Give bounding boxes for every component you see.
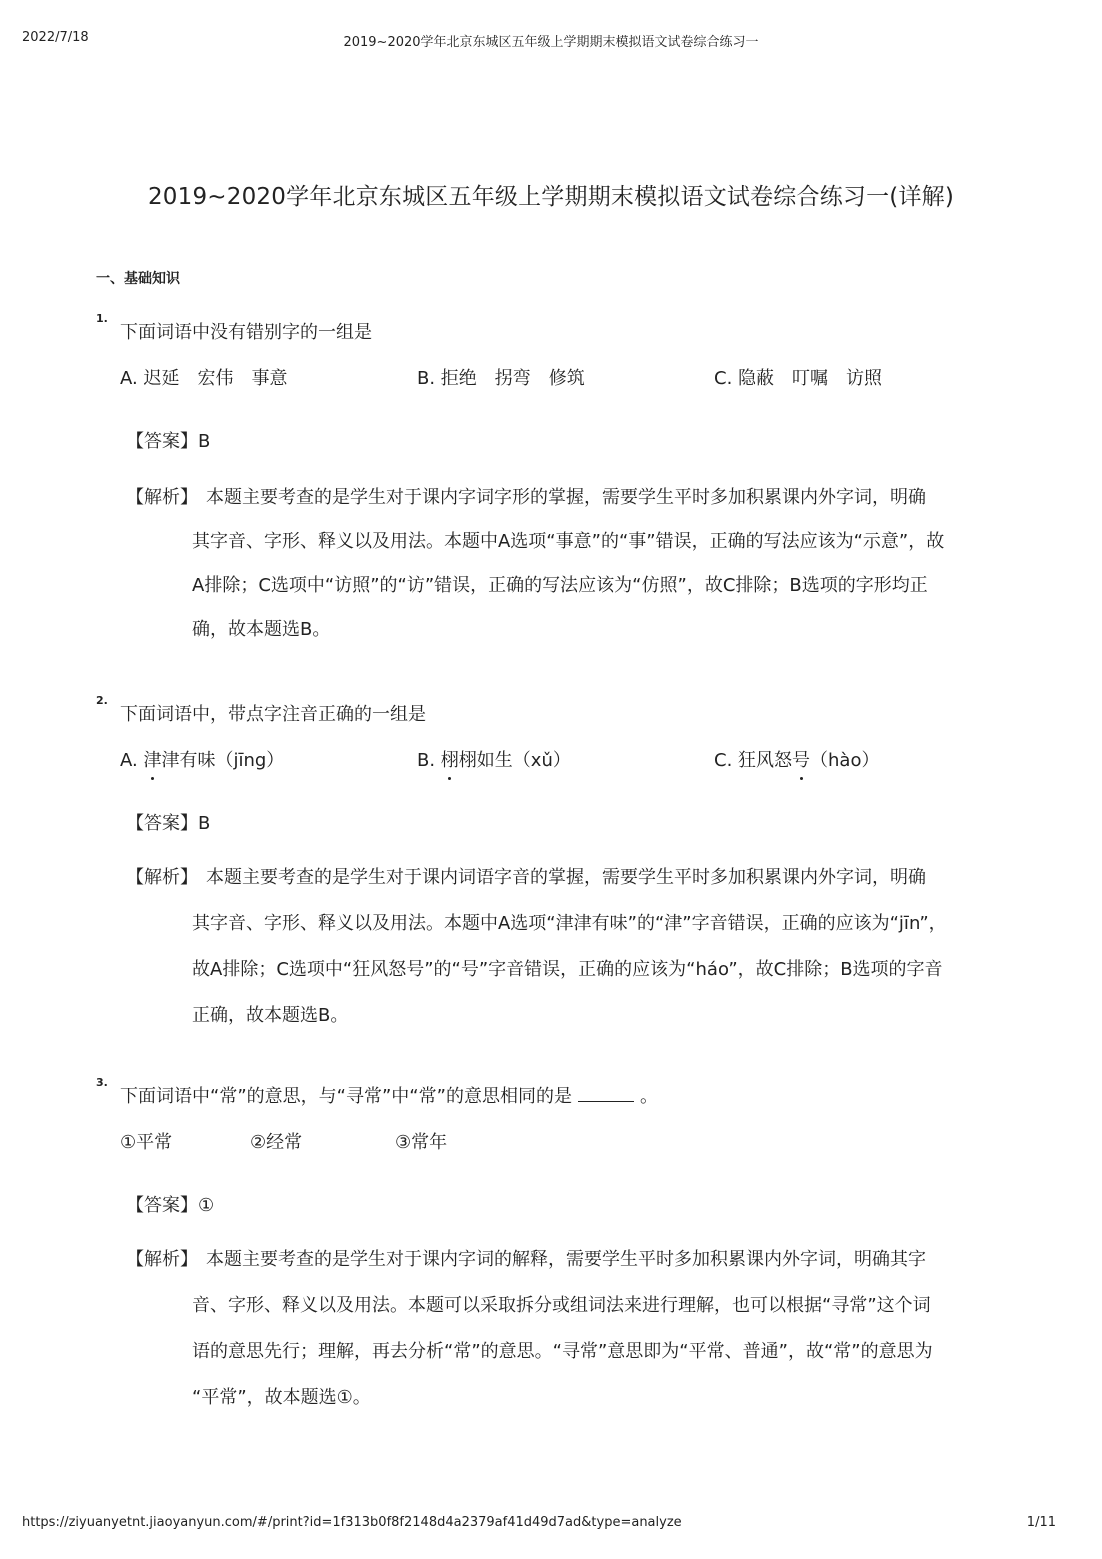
option-c [714,746,879,772]
analysis-line: 其字音、字形、释义以及用法。本题中A选项“津津有味”的“津”字音错误，正确的应该为“jīn”， [192,913,947,934]
analysis-line: 其字音、字形、释义以及用法。本题中A选项“事意”的“事”错误，正确的写法应该为“示意”，故 [192,531,945,552]
page-number: 1/11 [1026,1515,1056,1530]
question-number: 1. [96,312,108,325]
question-number: 2. [96,694,108,707]
stem-end: 。 [639,1086,658,1107]
analysis-line: 语的意思先行；理解，再去分析“常”的意思。“寻常”意思即为“平常、普通”，故“常”的意思为 [192,1341,933,1362]
question-stem: 下面词语中没有错别字的一组是 [120,322,372,343]
analysis-line: 正确，故本题选B。 [192,1005,349,1026]
answer-label: 【答案】 [126,813,198,834]
analysis-line: 本题主要考查的是学生对于课内字词字形的掌握，需要学生平时多加积累课内外字词，明确 [206,487,926,508]
print-header-title: 2019~2020学年北京东城区五年级上学期期末模拟语文试卷综合练习一 [343,35,759,50]
analysis-line: 故A排除；C选项中“狂风怒号”的“号”字音错误，正确的应该为“háo”，故C排除；B选项的字音 [192,959,943,980]
options [120,1128,1020,1158]
answer [126,1191,214,1217]
option-prefix: A. [120,750,144,771]
option-a: A. 迟延 宏伟 事意 [120,368,288,389]
analysis-line: 音、字形、释义以及用法。本题可以采取拆分或组词法来进行理解，也可以根据“寻常”这个词 [192,1295,931,1316]
analysis-line: 确，故本题选B。 [192,619,331,640]
answer-value: ① [198,1195,215,1216]
option-c: C. 隐蔽 叮嘱 访照 [714,368,883,389]
answer-blank [578,1087,634,1102]
dotted-character: 栩 [441,746,459,772]
analysis-line: 本题主要考查的是学生对于课内词语字音的掌握，需要学生平时多加积累课内外字词，明确 [206,867,926,888]
option-rest: 津有味（jīng） [161,750,285,771]
dotted-character: 号 [792,746,810,772]
option-rest: （hào） [810,750,880,771]
option-3: ③常年 [395,1132,448,1153]
option-b [417,746,571,772]
question-stem: 下面词语中，带点字注音正确的一组是 [120,704,426,725]
answer-label: 【答案】 [126,431,198,452]
option-1: ①平常 [120,1132,173,1153]
question-number: 3. [96,1076,108,1089]
footer-url: https://ziyuanyetnt.jiaoyanyun.com/#/print?id=1f313b0f8f2148d4a2379af41d49d7ad&type=analyze [22,1515,682,1530]
print-date: 2022/7/18 [22,30,89,45]
answer-label: 【答案】 [126,1195,198,1216]
answer [126,809,210,835]
analysis-label: 【解析】 [126,1249,198,1270]
answer [126,427,210,453]
dotted-character: 津 [143,746,161,772]
option-a [120,746,284,772]
analysis-label: 【解析】 [126,487,198,508]
option-prefix: C. 狂风怒 [714,750,793,771]
answer-value: B [198,431,211,452]
analysis-label: 【解析】 [126,867,198,888]
option-prefix: B. [417,750,441,771]
stem-text: 下面词语中“常”的意思，与“寻常”中“常”的意思相同的是 [120,1086,572,1107]
options [120,746,1020,776]
section-title: 一、基础知识 [96,271,180,287]
analysis-line: 本题主要考查的是学生对于课内字词的解释，需要学生平时多加积累课内外字词，明确其字 [206,1249,926,1270]
document-title: 2019~2020学年北京东城区五年级上学期期末模拟语文试卷综合练习一(详解) [147,184,955,210]
analysis-line: “平常”，故本题选①。 [192,1387,371,1408]
analysis-line: A排除；C选项中“访照”的“访”错误，正确的写法应该为“仿照”，故C排除；B选项的字形均正 [192,575,928,596]
option-rest: 栩如生（xǔ） [458,750,571,771]
option-b: B. 拒绝 拐弯 修筑 [417,368,585,389]
options [120,364,1020,394]
answer-value: B [198,813,211,834]
question-stem [120,1082,658,1108]
option-2: ②经常 [250,1132,303,1153]
